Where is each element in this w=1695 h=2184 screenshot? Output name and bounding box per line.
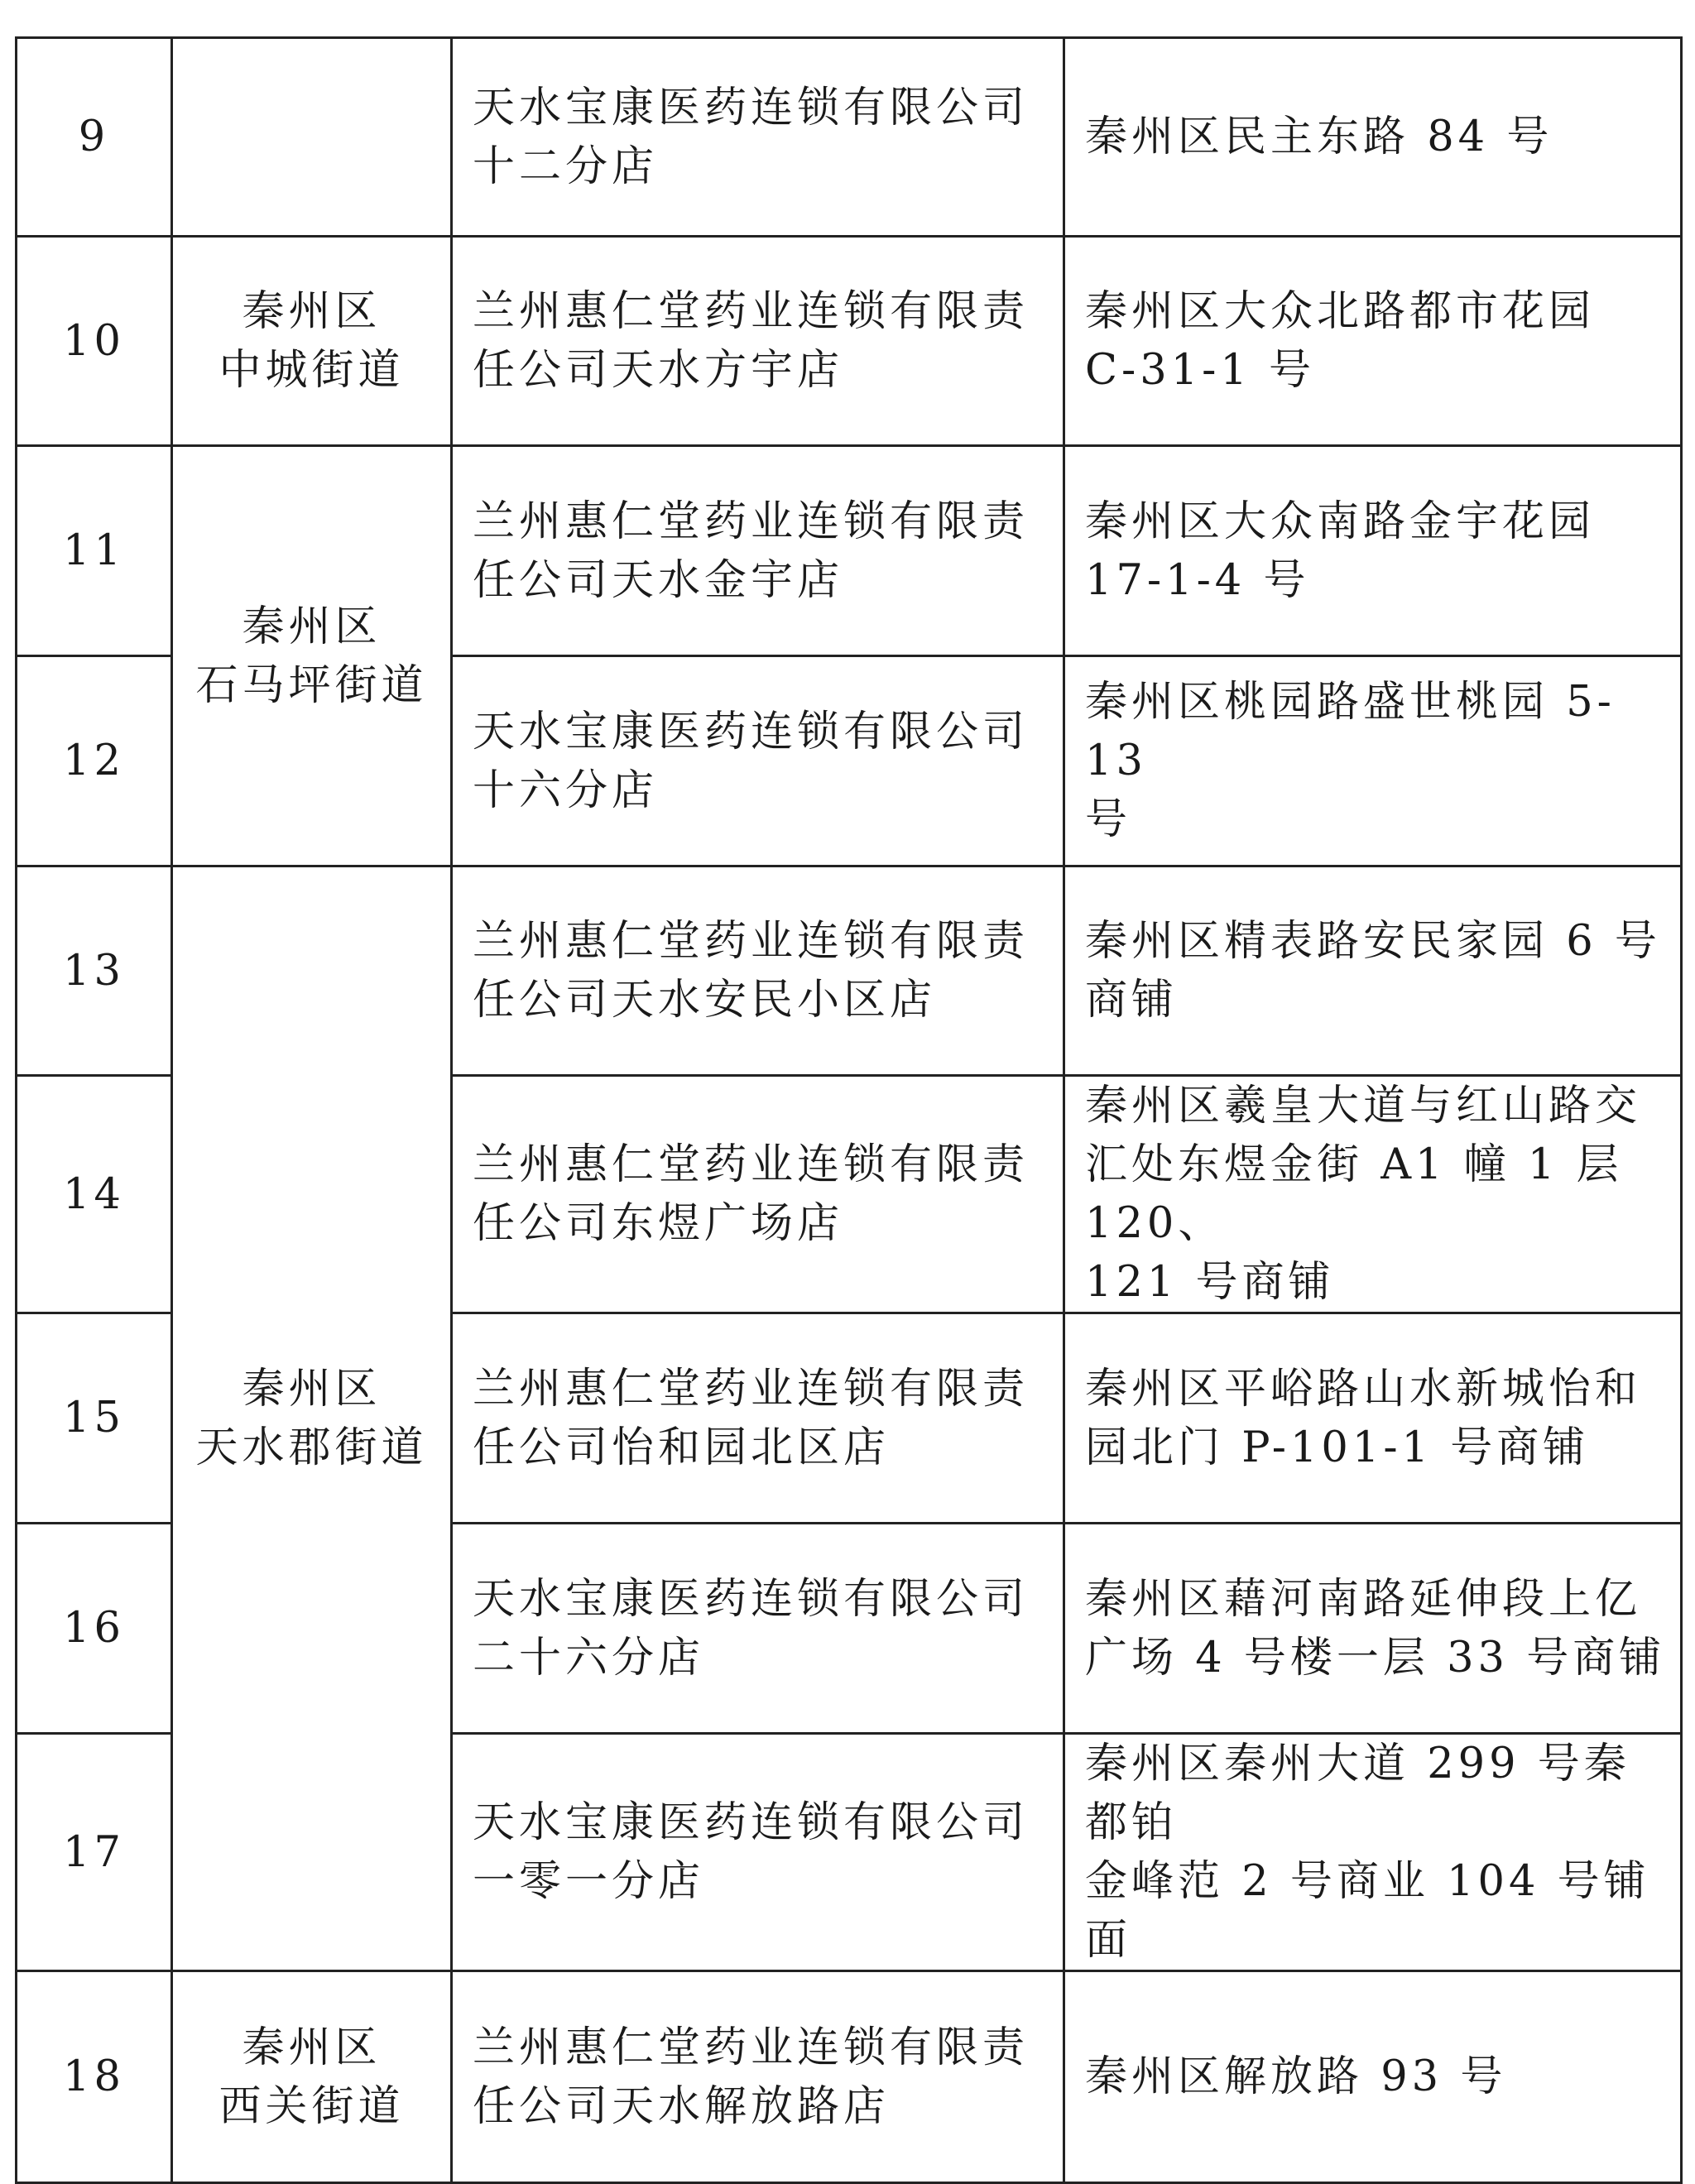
- row-number: 9: [17, 38, 172, 237]
- store-name: 天水宝康医药连锁有限公司 二十六分店: [452, 1524, 1064, 1734]
- store-address: 秦州区秦州大道 299 号秦都铂 金峰范 2 号商业 104 号铺面: [1064, 1734, 1682, 1971]
- street-name: 秦州区 中城街道: [172, 237, 452, 446]
- row-number: 15: [17, 1313, 172, 1524]
- store-name: 兰州惠仁堂药业连锁有限责 任公司天水金宇店: [452, 446, 1064, 656]
- store-address: 秦州区桃园路盛世桃园 5-13 号: [1064, 656, 1682, 866]
- table-row: [17, 1971, 1682, 2183]
- row-number: 18: [17, 1971, 172, 2183]
- store-name: 天水宝康医药连锁有限公司 十二分店: [452, 38, 1064, 237]
- street-name: 秦州区 西关街道: [172, 1971, 452, 2183]
- store-address: 秦州区民主东路 84 号: [1064, 38, 1682, 237]
- street-name: 秦州区 石马坪街道: [172, 446, 452, 866]
- store-address: 秦州区大众南路金宇花园 17-1-4 号: [1064, 446, 1682, 656]
- pharmacy-table: [15, 36, 1683, 2184]
- store-name: 兰州惠仁堂药业连锁有限责 任公司东煜广场店: [452, 1076, 1064, 1313]
- store-address: 秦州区平峪路山水新城怡和 园北门 P-101-1 号商铺: [1064, 1313, 1682, 1524]
- store-name: 兰州惠仁堂药业连锁有限责 任公司怡和园北区店: [452, 1313, 1064, 1524]
- table-row: [17, 237, 1682, 446]
- table-row: [17, 38, 1682, 237]
- store-address: 秦州区精表路安民家园 6 号 商铺: [1064, 866, 1682, 1076]
- row-number: 13: [17, 866, 172, 1076]
- row-number: 10: [17, 237, 172, 446]
- street-cell-empty: [172, 38, 452, 237]
- store-name: 天水宝康医药连锁有限公司 一零一分店: [452, 1734, 1064, 1971]
- store-name: 天水宝康医药连锁有限公司 十六分店: [452, 656, 1064, 866]
- store-name: 兰州惠仁堂药业连锁有限责 任公司天水安民小区店: [452, 866, 1064, 1076]
- store-address: 秦州区羲皇大道与红山路交 汇处东煜金街 A1 幢 1 层 120、 121 号商铺: [1064, 1076, 1682, 1313]
- street-name: 秦州区 天水郡街道: [172, 866, 452, 1971]
- row-number: 14: [17, 1076, 172, 1313]
- row-number: 16: [17, 1524, 172, 1734]
- store-address: 秦州区大众北路都市花园 C-31-1 号: [1064, 237, 1682, 446]
- store-address: 秦州区藉河南路延伸段上亿 广场 4 号楼一层 33 号商铺: [1064, 1524, 1682, 1734]
- table-row: [17, 446, 1682, 656]
- store-name: 兰州惠仁堂药业连锁有限责 任公司天水方宇店: [452, 237, 1064, 446]
- table-row: [17, 866, 1682, 1076]
- row-number: 17: [17, 1734, 172, 1971]
- store-address: 秦州区解放路 93 号: [1064, 1971, 1682, 2183]
- row-number: 12: [17, 656, 172, 866]
- row-number: 11: [17, 446, 172, 656]
- store-name: 兰州惠仁堂药业连锁有限责 任公司天水解放路店: [452, 1971, 1064, 2183]
